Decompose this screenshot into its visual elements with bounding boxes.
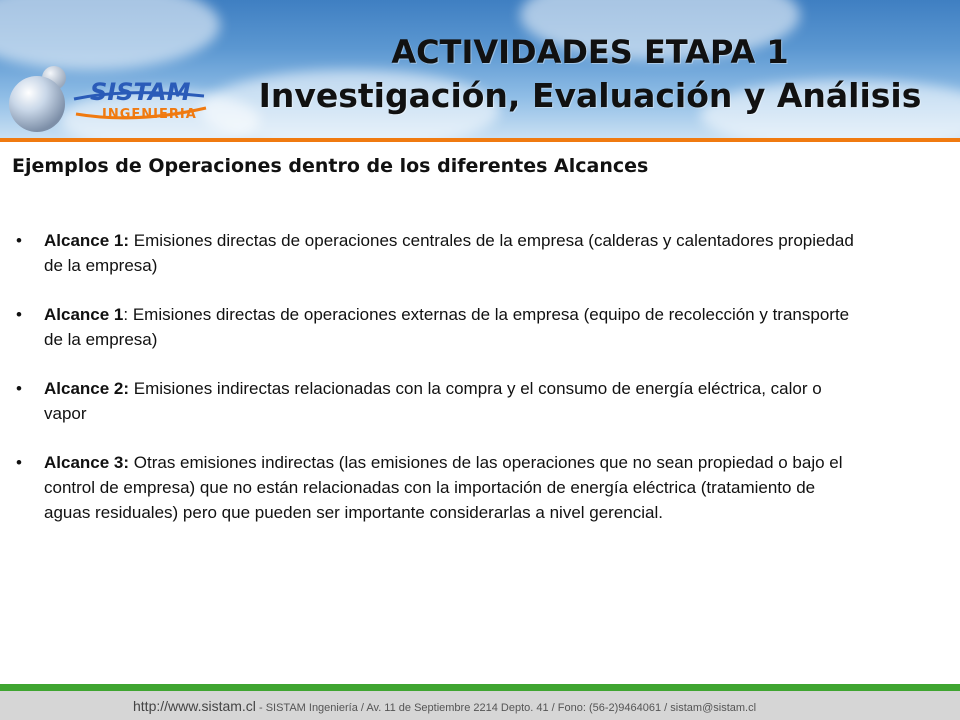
bullet-icon: • (16, 231, 22, 250)
bullet-icon: • (16, 453, 22, 472)
header-divider (0, 138, 960, 142)
bullet-text: Otras emisiones indirectas (las emisiones de las operaciones que no sean propiedad o bajo el control de empresa) que no están relacionadas con la importación de energía eléctrica (tratamiento de aguas residuales) pero que pueden ser importante considerarlas a nivel gerencial. (44, 453, 843, 522)
bullet-icon: • (16, 379, 22, 398)
logo-sphere-large-icon (9, 76, 65, 132)
section-subtitle: Ejemplos de Operaciones dentro de los diferentes Alcances (12, 155, 649, 177)
logo-subtext: INGENIERIA (102, 107, 197, 122)
bullet-list (12, 228, 862, 549)
sistam-logo (6, 66, 216, 136)
bullet-label: Alcance 1: (44, 231, 130, 250)
page-title (230, 30, 950, 118)
bullet-text: Emisiones indirectas relacionadas con la compra y el consumo de energía eléctrica, calor o vapor (44, 379, 822, 423)
footer-info: - SISTAM Ingeniería / Av. 11 de Septiembre 2214 Depto. 41 / Fono: (56-2)9464061 / sistam@sistam.cl (255, 702, 757, 714)
title-line-1: ACTIVIDADES ETAPA 1 (391, 33, 789, 71)
title-line-2: Investigación, Evaluación y Análisis (258, 76, 922, 115)
footer-text (133, 698, 756, 714)
bullet-label: Alcance 2: (44, 379, 130, 398)
logo-text: SISTAM (90, 78, 191, 106)
bullet-label: Alcance 1 (44, 305, 124, 324)
bullet-label: Alcance 3: (44, 453, 130, 472)
footer-green-bar (0, 684, 960, 691)
list-item (12, 450, 862, 525)
list-item (12, 302, 862, 352)
bullet-icon: • (16, 305, 22, 324)
footer (0, 691, 960, 720)
list-item (12, 376, 862, 426)
list-item (12, 228, 862, 278)
footer-url-link[interactable]: http://www.sistam.cl (133, 698, 256, 714)
bullet-text: Emisiones directas de operaciones centrales de la empresa (calderas y calentadores propiedad de la empresa) (44, 231, 854, 275)
bullet-text: : Emisiones directas de operaciones externas de la empresa (equipo de recolección y transporte de la empresa) (44, 305, 850, 349)
